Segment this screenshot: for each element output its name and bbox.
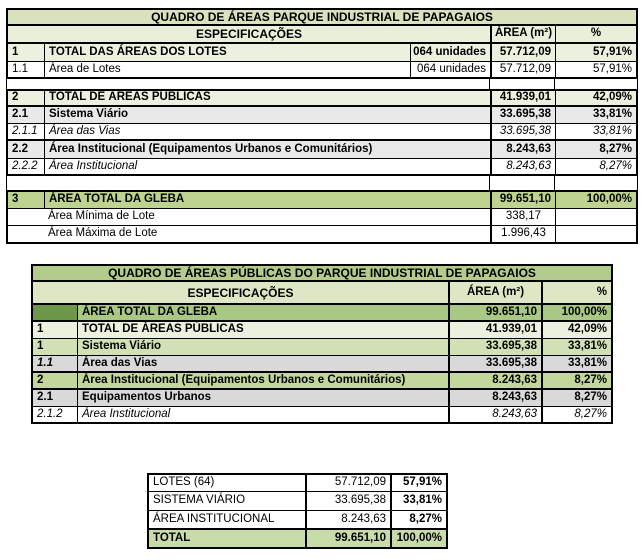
row-number: 1.1: [37, 356, 53, 369]
area-value: 33.695,38: [490, 124, 555, 139]
table-title: QUADRO DE ÁREAS PARQUE INDUSTRIAL DE PAPAGAIOS: [151, 10, 493, 24]
area-value: 41.939,01: [490, 91, 555, 105]
spec-label: Área das Vias: [44, 124, 490, 139]
spec-label: TOTAL DE ÁREAS PÚBLICAS: [44, 91, 490, 105]
percent-value: 8,27%: [541, 373, 611, 388]
spacer-cell: [554, 176, 637, 190]
percent-value: 8,27%: [555, 141, 636, 158]
area-value: 33.695,38: [448, 339, 541, 355]
area-value: 338,17: [490, 209, 555, 225]
header-percent: %: [555, 26, 636, 42]
spec-label: TOTAL DAS ÁREAS DOS LOTES: [44, 44, 410, 61]
percent-value: 100,00%: [390, 530, 446, 547]
table-row: [6, 124, 638, 141]
header-area: ÁREA (m²): [448, 282, 541, 303]
header-especificacoes: ESPECIFICAÇÕES: [187, 285, 294, 300]
table-row: [31, 305, 613, 322]
table-row: [6, 209, 638, 226]
table-row: [31, 407, 613, 424]
area-value: 99.651,10: [490, 192, 555, 208]
table-row: [147, 473, 448, 492]
area-value: 57.712,09: [490, 62, 555, 77]
spacer-cell: [489, 176, 554, 190]
area-value: 33.695,38: [305, 492, 390, 510]
percent-value: 57,91%: [390, 475, 446, 491]
area-value: 8.243,63: [490, 159, 555, 174]
row-number: 2.2: [12, 142, 28, 155]
row-number: 1: [12, 45, 19, 58]
percent-value: 33,81%: [555, 107, 636, 123]
table-row: [31, 322, 613, 339]
units-value: 064 unidades: [410, 44, 490, 61]
row-number: 3: [12, 193, 19, 206]
spec-label: Área Mínima de Lote: [48, 210, 155, 223]
spacer-cell: [489, 79, 554, 89]
percent-value: [555, 226, 636, 242]
spec-label: Área Máxima de Lote: [48, 227, 158, 240]
spacer-cell: [554, 79, 637, 89]
table-row: [147, 492, 448, 511]
spacer-row: [6, 176, 638, 190]
spec-label: Área Institucional: [44, 159, 490, 174]
table-row: [6, 62, 638, 79]
percent-value: 8,27%: [555, 159, 636, 174]
percent-value: [555, 209, 636, 225]
row-number: [33, 305, 77, 320]
row-number: 2.1.1: [12, 124, 38, 137]
area-value: 8.243,63: [305, 511, 390, 528]
percent-value: 100,00%: [541, 305, 611, 320]
percent-value: 33,81%: [541, 356, 611, 371]
percent-value: 8,27%: [541, 390, 611, 406]
spec-label: Área Institucional: [77, 407, 448, 422]
spec-label: Sistema Viário: [44, 107, 490, 123]
percent-value: 42,09%: [555, 91, 636, 105]
table-row: [6, 226, 638, 244]
percent-value: 100,00%: [555, 192, 636, 208]
area-value: 99.651,10: [448, 305, 541, 320]
units-value: 064 unidades: [410, 62, 490, 77]
row-number: 2: [37, 373, 44, 386]
header-area: ÁREA (m²): [490, 26, 555, 42]
spec-label: ÁREA TOTAL DA GLEBA: [77, 305, 448, 320]
percent-value: 8,27%: [541, 407, 611, 422]
quadro-areas-parque-table: [6, 8, 638, 244]
area-value: 8.243,63: [448, 373, 541, 388]
quadro-areas-publicas-table: [31, 264, 613, 424]
percent-value: 33,81%: [390, 492, 446, 510]
area-value: 57.712,09: [490, 44, 555, 61]
table-row: [6, 159, 638, 176]
header-percent: %: [541, 282, 611, 303]
spacer-cell: [7, 176, 489, 190]
area-value: 1.996,43: [490, 226, 555, 242]
row-number: 2.2.2: [12, 159, 38, 172]
percent-value: 57,91%: [555, 62, 636, 77]
table-row: [31, 339, 613, 356]
summary-label: ÁREA INSTITUCIONAL: [153, 512, 275, 525]
row-number: 2: [12, 91, 19, 104]
area-value: 99.651,10: [305, 530, 390, 547]
area-value: 8.243,63: [490, 141, 555, 158]
table-row: [6, 190, 638, 209]
table-title-row: [31, 264, 613, 282]
row-number: 2.1: [12, 108, 28, 121]
percent-value: 42,09%: [541, 322, 611, 338]
percent-value: 8,27%: [390, 511, 446, 528]
spacer-row: [6, 79, 638, 89]
table-row: [6, 44, 638, 62]
spec-label: Sistema Viário: [77, 339, 448, 355]
row-number: 2.1.2: [37, 407, 63, 420]
spec-label: Equipamentos Urbanos: [77, 390, 448, 406]
row-number: 1: [37, 323, 44, 336]
table-total-row: [147, 530, 448, 549]
area-value: 41.939,01: [448, 322, 541, 338]
percent-value: 33,81%: [555, 124, 636, 139]
areas-summary-table: [147, 473, 448, 549]
summary-label: LOTES (64): [153, 476, 215, 489]
table-row: [6, 107, 638, 124]
area-value: 33.695,38: [448, 356, 541, 371]
table-title-row: [6, 8, 638, 26]
table-row: [147, 511, 448, 530]
row-number: 2.1: [37, 391, 53, 404]
row-number: 1: [37, 340, 44, 353]
table-header-row: [31, 282, 613, 305]
table-title: QUADRO DE ÁREAS PÚBLICAS DO PARQUE INDUSTRIAL DE PAPAGAIOS: [108, 266, 536, 280]
spec-label: TOTAL DE ÁREAS PÚBLICAS: [77, 322, 448, 338]
table-row: [31, 373, 613, 390]
table-row: [6, 89, 638, 107]
area-value: 33.695,38: [490, 107, 555, 123]
percent-value: 57,91%: [555, 44, 636, 61]
area-value: 57.712,09: [305, 475, 390, 491]
spec-label: Área Institucional (Equipamentos Urbanos e Comunitários): [44, 141, 490, 158]
table-row: [6, 141, 638, 159]
percent-value: 33,81%: [541, 339, 611, 355]
spec-label: Área de Lotes: [44, 62, 410, 77]
area-value: 8.243,63: [448, 407, 541, 422]
table-row: [31, 390, 613, 407]
spec-label: ÁREA TOTAL DA GLEBA: [44, 192, 490, 208]
area-value: 8.243,63: [448, 390, 541, 406]
summary-label: TOTAL: [153, 531, 191, 544]
row-number: 1.1: [12, 62, 28, 75]
summary-label: SISTEMA VIÁRIO: [153, 494, 246, 507]
spec-label: Área das Vias: [77, 356, 448, 371]
spacer-cell: [7, 79, 489, 89]
table-row: [31, 356, 613, 373]
table-header-row: [6, 26, 638, 44]
spec-label: Área Institucional (Equipamentos Urbanos e Comunitários): [77, 373, 448, 388]
header-especificacoes: ESPECIFICAÇÕES: [195, 27, 303, 41]
